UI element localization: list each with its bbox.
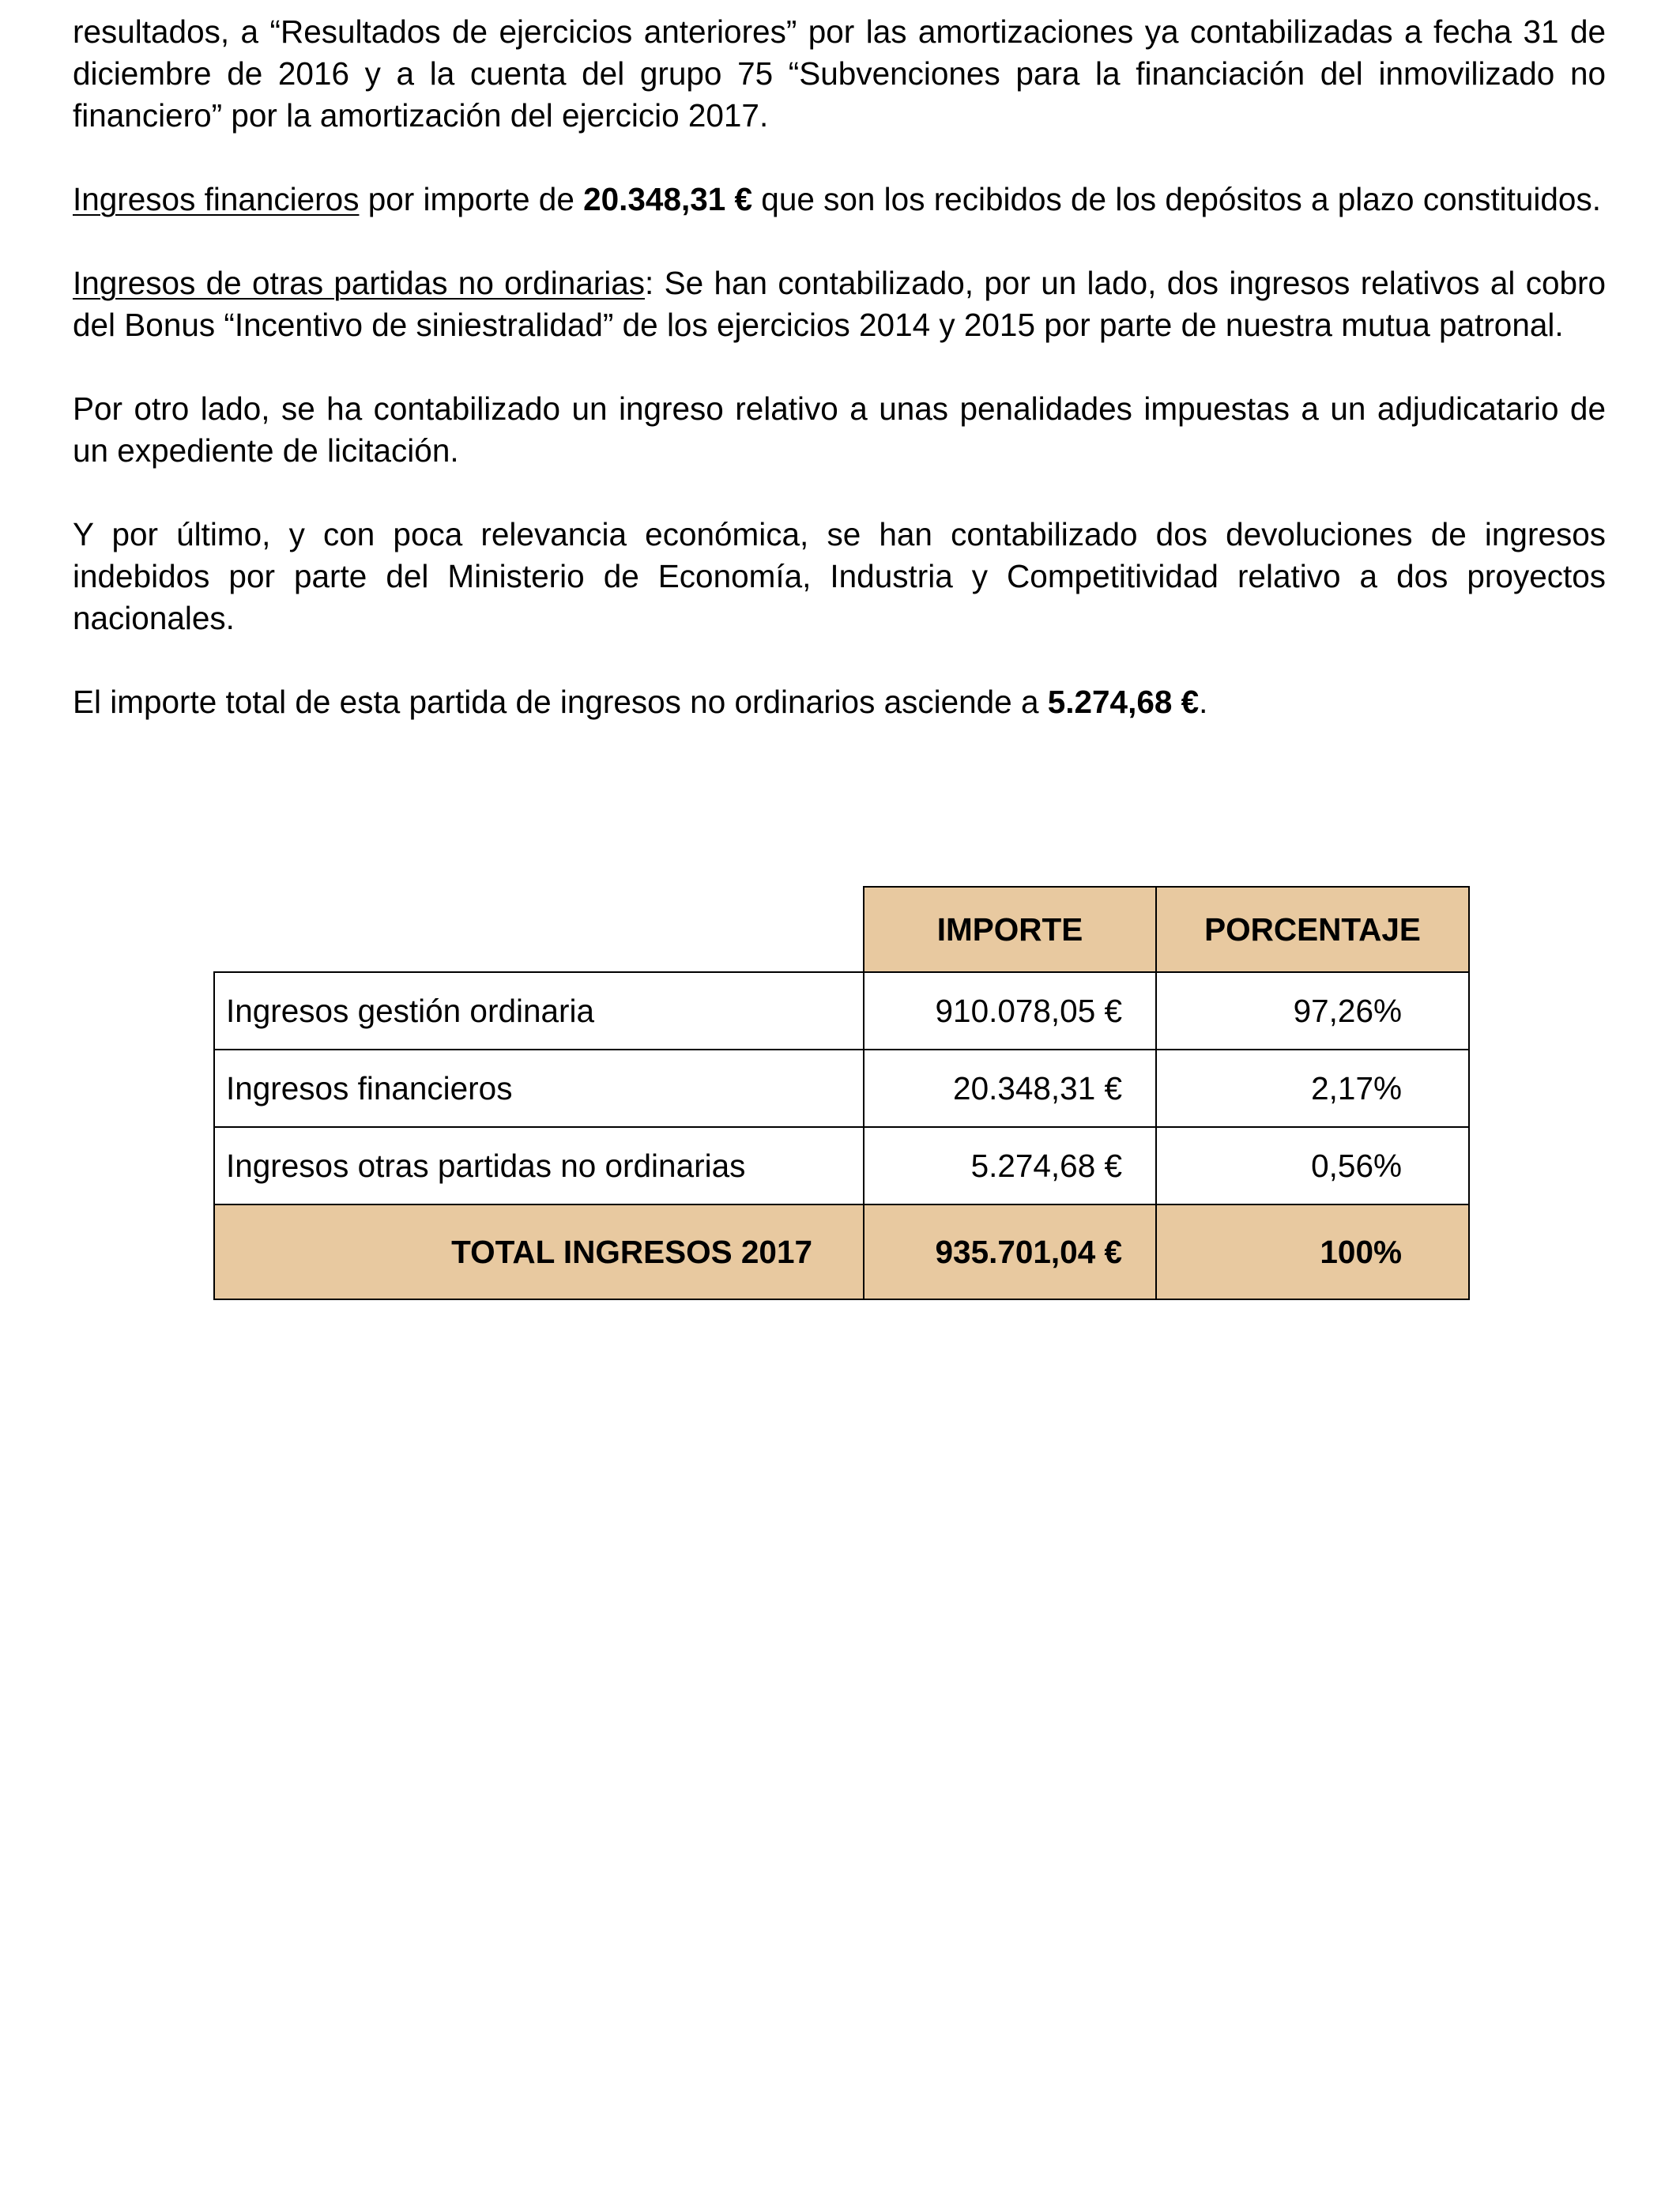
table-header-row [214,887,1469,972]
total-porcentaje: 100% [1156,1204,1469,1299]
column-header-importe: IMPORTE [864,887,1156,972]
row-importe: 5.274,68 € [864,1127,1156,1204]
section-heading-otras-partidas: Ingresos de otras partidas no ordinarias [73,265,646,301]
row-label: Ingresos financieros [214,1050,864,1127]
table-row [214,972,1469,1050]
paragraph-text: resultados, a “Resultados de ejercicios anteriores” por las amortizaciones ya contabilizadas a fecha 31 de diciembre de 2016 y a la cuenta del grupo 75 “Subvenciones para la financiación del inmovilizado no financiero” por la amortización del ejercicio 2017. [73,13,1606,134]
table-row [214,1050,1469,1127]
column-header-porcentaje: PORCENTAJE [1156,887,1469,972]
section-heading-ingresos-financieros: Ingresos financieros [73,181,360,217]
paragraph-penalidades [73,388,1606,472]
paragraph-devoluciones [73,514,1606,639]
document-body [73,11,1606,723]
paragraph-amortizaciones [73,11,1606,137]
paragraph-text: Por otro lado, se ha contabilizado un ingreso relativo a unas penalidades impuestas a un adjudicatario de un expediente de licitación. [73,390,1606,469]
paragraph-importe-total [73,681,1606,723]
total-label: TOTAL INGRESOS 2017 [214,1204,864,1299]
row-porcentaje: 97,26% [1156,972,1469,1050]
paragraph-text: Y por último, y con poca relevancia económica, se han contabilizado dos devoluciones de ingresos indebidos por parte del Ministerio de Economía, Industria y Competitividad relativo a dos proyectos nacionales. [73,516,1606,636]
paragraph-text: : Se han contabilizado, por un lado, dos ingresos relativos al cobro del Bonus “Incentivo de siniestralidad” de los ejercicios 2014 y 2015 por parte de nuestra mutua patronal. [73,265,1607,343]
amount-ingresos-financieros: 20.348,31 € [583,181,753,217]
row-porcentaje: 0,56% [1156,1127,1469,1204]
row-label: Ingresos gestión ordinaria [214,972,864,1050]
paragraph-otras-partidas [73,262,1606,346]
ingresos-summary-table [213,886,1470,1300]
row-importe: 20.348,31 € [864,1050,1156,1127]
paragraph-text: que son los recibidos de los depósitos a plazo constituidos. [752,181,1601,217]
paragraph-ingresos-financieros [73,179,1606,221]
paragraph-text: por importe de [359,181,584,217]
table-total-row [214,1204,1469,1299]
table-row [214,1127,1469,1204]
row-porcentaje: 2,17% [1156,1050,1469,1127]
total-importe: 935.701,04 € [864,1204,1156,1299]
amount-no-ordinarios: 5.274,68 € [1047,684,1200,720]
table-header-blank [214,887,864,972]
paragraph-text: . [1199,684,1208,720]
row-importe: 910.078,05 € [864,972,1156,1050]
row-label: Ingresos otras partidas no ordinarias [214,1127,864,1204]
paragraph-text: El importe total de esta partida de ingresos no ordinarios asciende a [73,684,1048,720]
